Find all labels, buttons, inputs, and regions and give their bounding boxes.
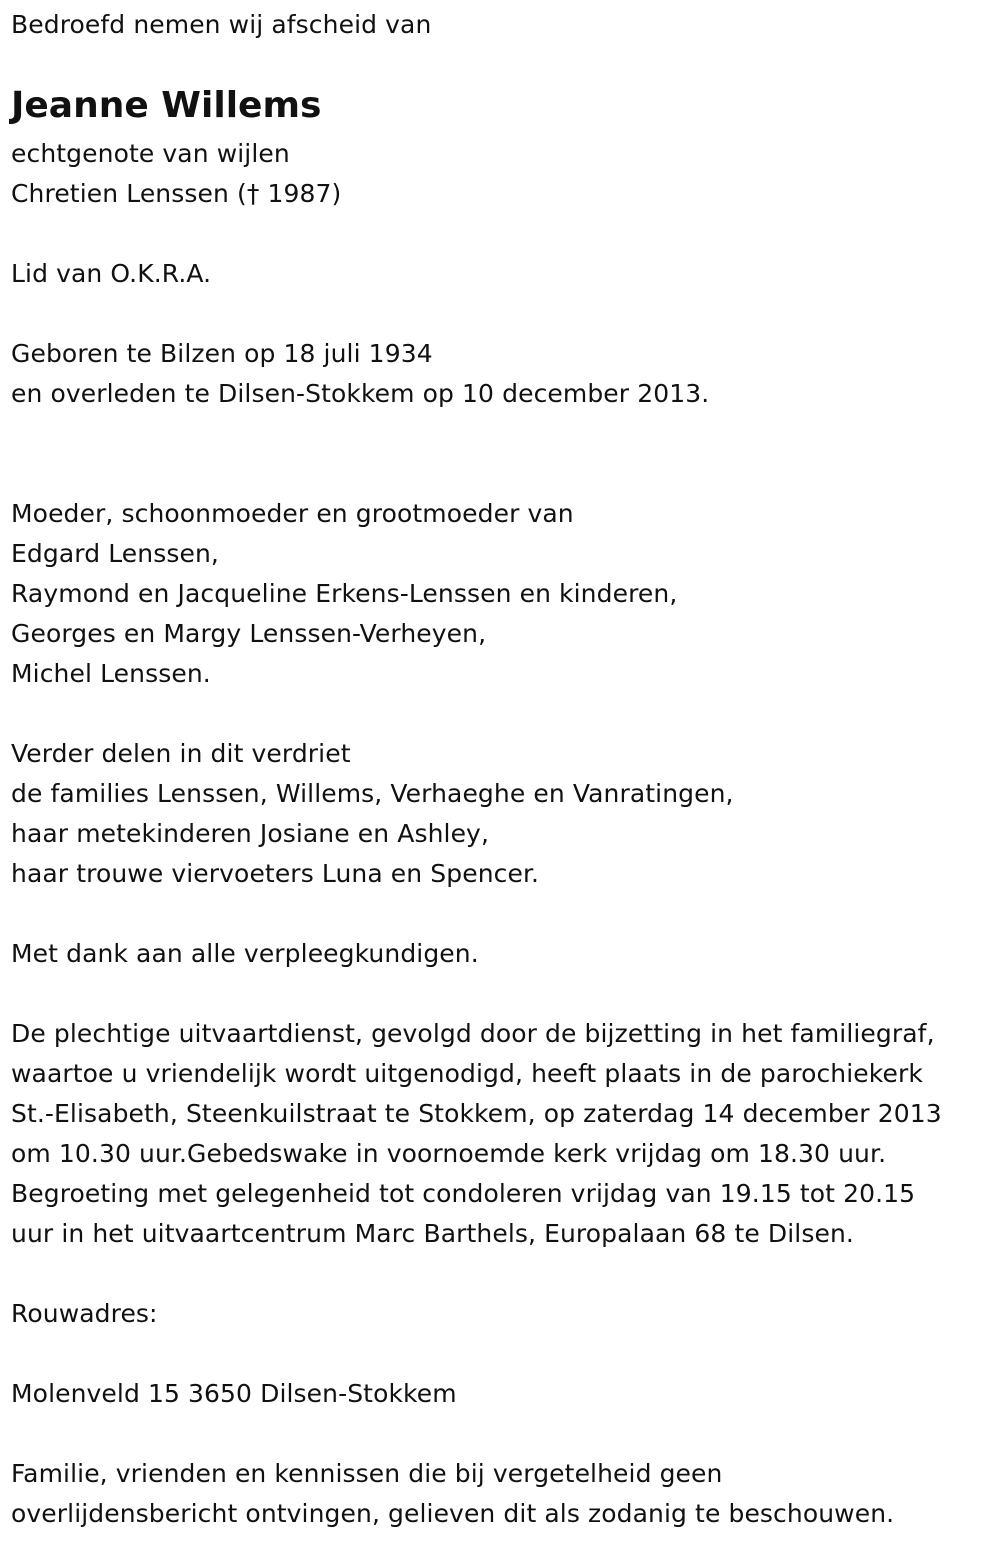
birth-line: Geboren te Bilzen op 18 juli 1934 [11, 339, 433, 368]
family-line: Michel Lenssen. [11, 659, 211, 688]
thanks-text: Met dank aan alle verpleegkundigen. [11, 939, 479, 968]
others-line: de families Lenssen, Willems, Verhaeghe en Vanratingen, [11, 779, 734, 808]
address-label: Rouwadres: [11, 1299, 158, 1328]
ceremony-line: waartoe u vriendelijk wordt uitgenodigd, heeft plaats in de parochiekerk [11, 1059, 923, 1088]
intro-text: Bedroefd nemen wij afscheid van [11, 10, 432, 39]
family-line: Moeder, schoonmoeder en grootmoeder van [11, 499, 574, 528]
others-line: haar metekinderen Josiane en Ashley, [11, 819, 489, 848]
death-line: en overleden te Dilsen-Stokkem op 10 december 2013. [11, 379, 710, 408]
ceremony-line: Begroeting met gelegenheid tot condoleren vrijdag van 19.15 tot 20.15 [11, 1179, 916, 1208]
membership-text: Lid van O.K.R.A. [11, 259, 212, 288]
closing-line: Familie, vrienden en kennissen die bij vergetelheid geen [11, 1459, 723, 1488]
ceremony-line: om 10.30 uur.Gebedswake in voornoemde kerk vrijdag om 18.30 uur. [11, 1139, 887, 1168]
family-line: Edgard Lenssen, [11, 539, 219, 568]
ceremony-line: St.-Elisabeth, Steenkuilstraat te Stokkem, op zaterdag 14 december 2013 [11, 1099, 942, 1128]
ceremony-line: De plechtige uitvaartdienst, gevolgd door de bijzetting in het familiegraf, [11, 1019, 935, 1048]
spouse-line-1: echtgenote van wijlen [11, 139, 290, 168]
spouse-line-2: Chretien Lenssen († 1987) [11, 179, 342, 208]
closing-line: overlijdensbericht ontvingen, gelieven dit als zodanig te beschouwen. [11, 1499, 895, 1528]
family-line: Georges en Margy Lenssen-Verheyen, [11, 619, 487, 648]
others-line: haar trouwe viervoeters Luna en Spencer. [11, 859, 540, 888]
family-line: Raymond en Jacqueline Erkens-Lenssen en kinderen, [11, 579, 678, 608]
address-text: Molenveld 15 3650 Dilsen-Stokkem [11, 1379, 457, 1408]
ceremony-line: uur in het uitvaartcentrum Marc Barthels, Europalaan 68 te Dilsen. [11, 1219, 854, 1248]
deceased-name: Jeanne Willems [11, 85, 322, 126]
others-line: Verder delen in dit verdriet [11, 739, 351, 768]
